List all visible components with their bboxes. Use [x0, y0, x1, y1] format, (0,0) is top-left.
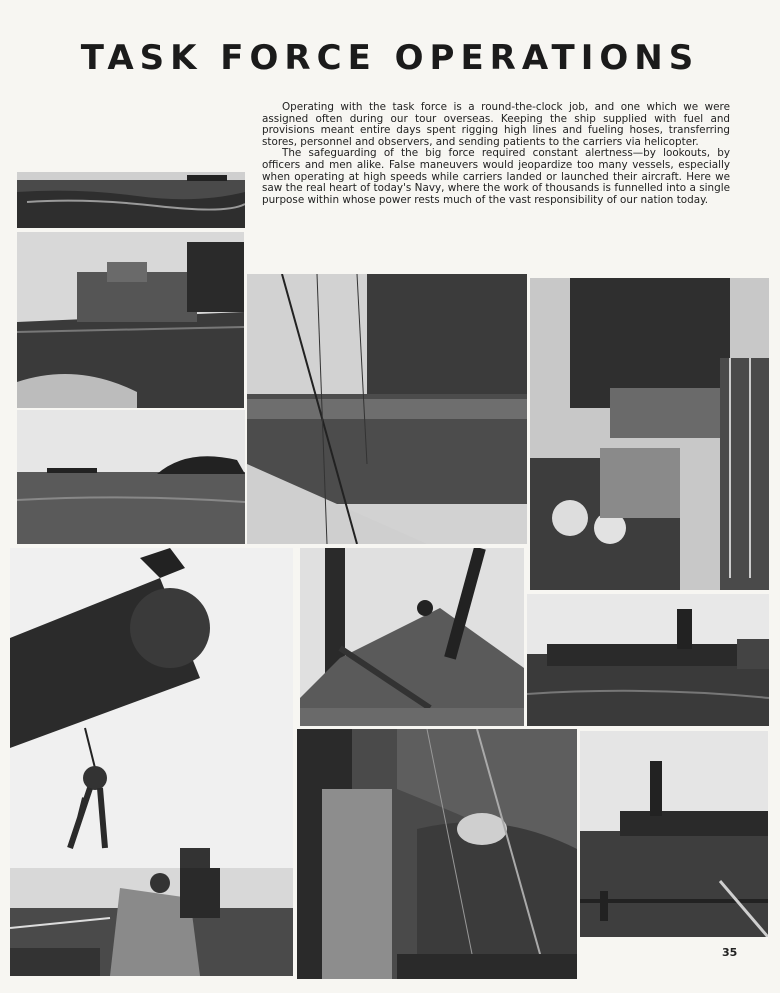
photo-helicopter-rescue [10, 548, 293, 888]
photo-carrier-alongside [247, 274, 527, 544]
paragraph-1: Operating with the task force is a round-the-clock job, and one which we were assigned often during our tour overseas. Keeping the ship supplied with fuel and provisions meant entire days spent rigging high lines and fueling hoses, transferring stores, personnel and observers, and sending patients to the carriers via helicopter. [262, 101, 730, 148]
photo-island-sea [17, 410, 245, 544]
photo-carrier-distance [527, 594, 769, 726]
photo-highline-transfer [297, 729, 577, 979]
photo-crew-deck [530, 278, 769, 590]
body-text [262, 102, 730, 206]
page-number: 35 [722, 946, 738, 959]
photo-destroyer-side [17, 232, 244, 408]
page-title: TASK FORCE OPERATIONS [80, 38, 700, 78]
photo-deck-crane [300, 548, 524, 726]
photo-lookouts-deck [10, 868, 293, 976]
photo-carrier-steaming [580, 731, 768, 937]
photo-ship-horizon [17, 172, 245, 228]
paragraph-2: The safeguarding of the big force required constant alertness—by lookouts, by officers and men alike. False maneuvers would jeopardize too many vessels, especially when operating at high speeds while carriers landed or launched their aircraft. Here we saw the real heart of today's Navy, where the work of thousands is funnelled into a single purpose within whose power rests much of the vast responsibility of our nation today. [262, 147, 730, 206]
